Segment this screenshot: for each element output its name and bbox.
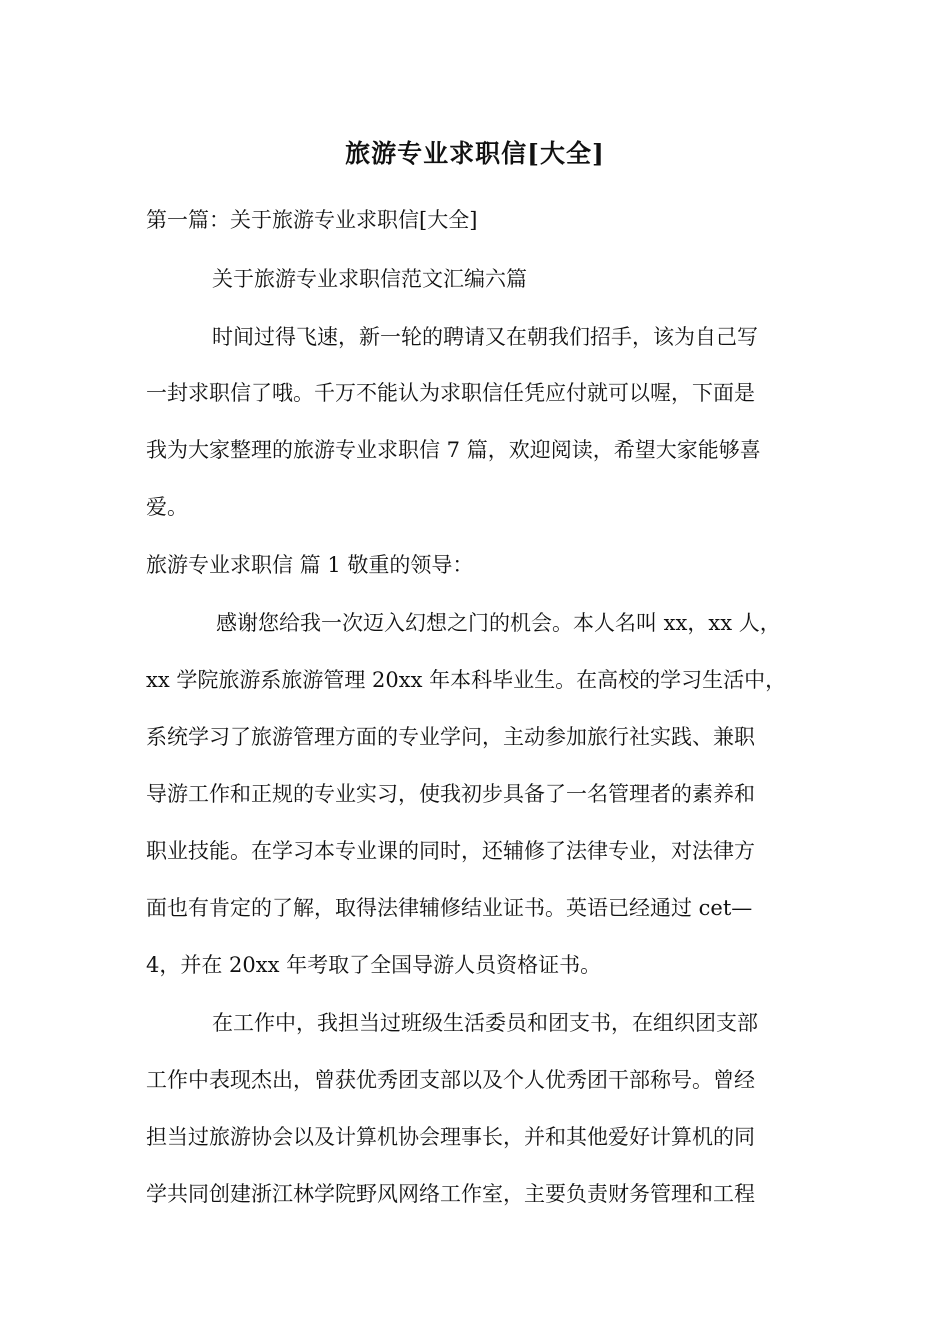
intro-line: 一封求职信了哦。千万不能认为求职信任凭应付就可以喔，下面是 xyxy=(146,381,755,405)
intro-line: 爱。 xyxy=(146,495,188,519)
paragraph-line: 4，并在 20xx 年考取了全国导游人员资格证书。 xyxy=(146,953,602,977)
paragraph-line: 面也有肯定的了解，取得法律辅修结业证书。英语已经通过 cet— xyxy=(146,896,753,920)
intro-line: 我为大家整理的旅游专业求职信 7 篇，欢迎阅读，希望大家能够喜 xyxy=(146,438,761,462)
paragraph-line: 担当过旅游协会以及计算机协会理事长，并和其他爱好计算机的同 xyxy=(146,1125,755,1149)
paragraph-line: xx 学院旅游系旅游管理 20xx 年本科毕业生。在高校的学习生活中， xyxy=(146,668,787,692)
paragraph-line: 感谢您给我一次迈入幻想之门的机会。本人名叫 xx，xx 人， xyxy=(216,611,781,635)
paragraph-line: 系统学习了旅游管理方面的专业学问，主动参加旅行社实践、兼职 xyxy=(146,725,755,749)
subheading: 关于旅游专业求职信范文汇编六篇 xyxy=(212,267,527,291)
paragraph-line: 在工作中，我担当过班级生活委员和团支书，在组织团支部 xyxy=(212,1011,758,1035)
document-title: 旅游专业求职信[大全] xyxy=(345,139,605,168)
intro-line: 时间过得飞速，新一轮的聘请又在朝我们招手，该为自己写 xyxy=(212,325,758,349)
paragraph-line: 工作中表现杰出，曾获优秀团支部以及个人优秀团干部称号。曾经 xyxy=(146,1068,755,1092)
paragraph-line: 职业技能。在学习本专业课的同时，还辅修了法律专业，对法律方 xyxy=(146,839,755,863)
paragraph-line: 学共同创建浙江林学院野风网络工作室，主要负责财务管理和工程 xyxy=(146,1182,755,1206)
letter-heading: 旅游专业求职信 篇 1 敬重的领导： xyxy=(146,553,474,577)
section-heading: 第一篇：关于旅游专业求职信[大全] xyxy=(146,208,478,232)
paragraph-line: 导游工作和正规的专业实习，使我初步具备了一名管理者的素养和 xyxy=(146,782,755,806)
